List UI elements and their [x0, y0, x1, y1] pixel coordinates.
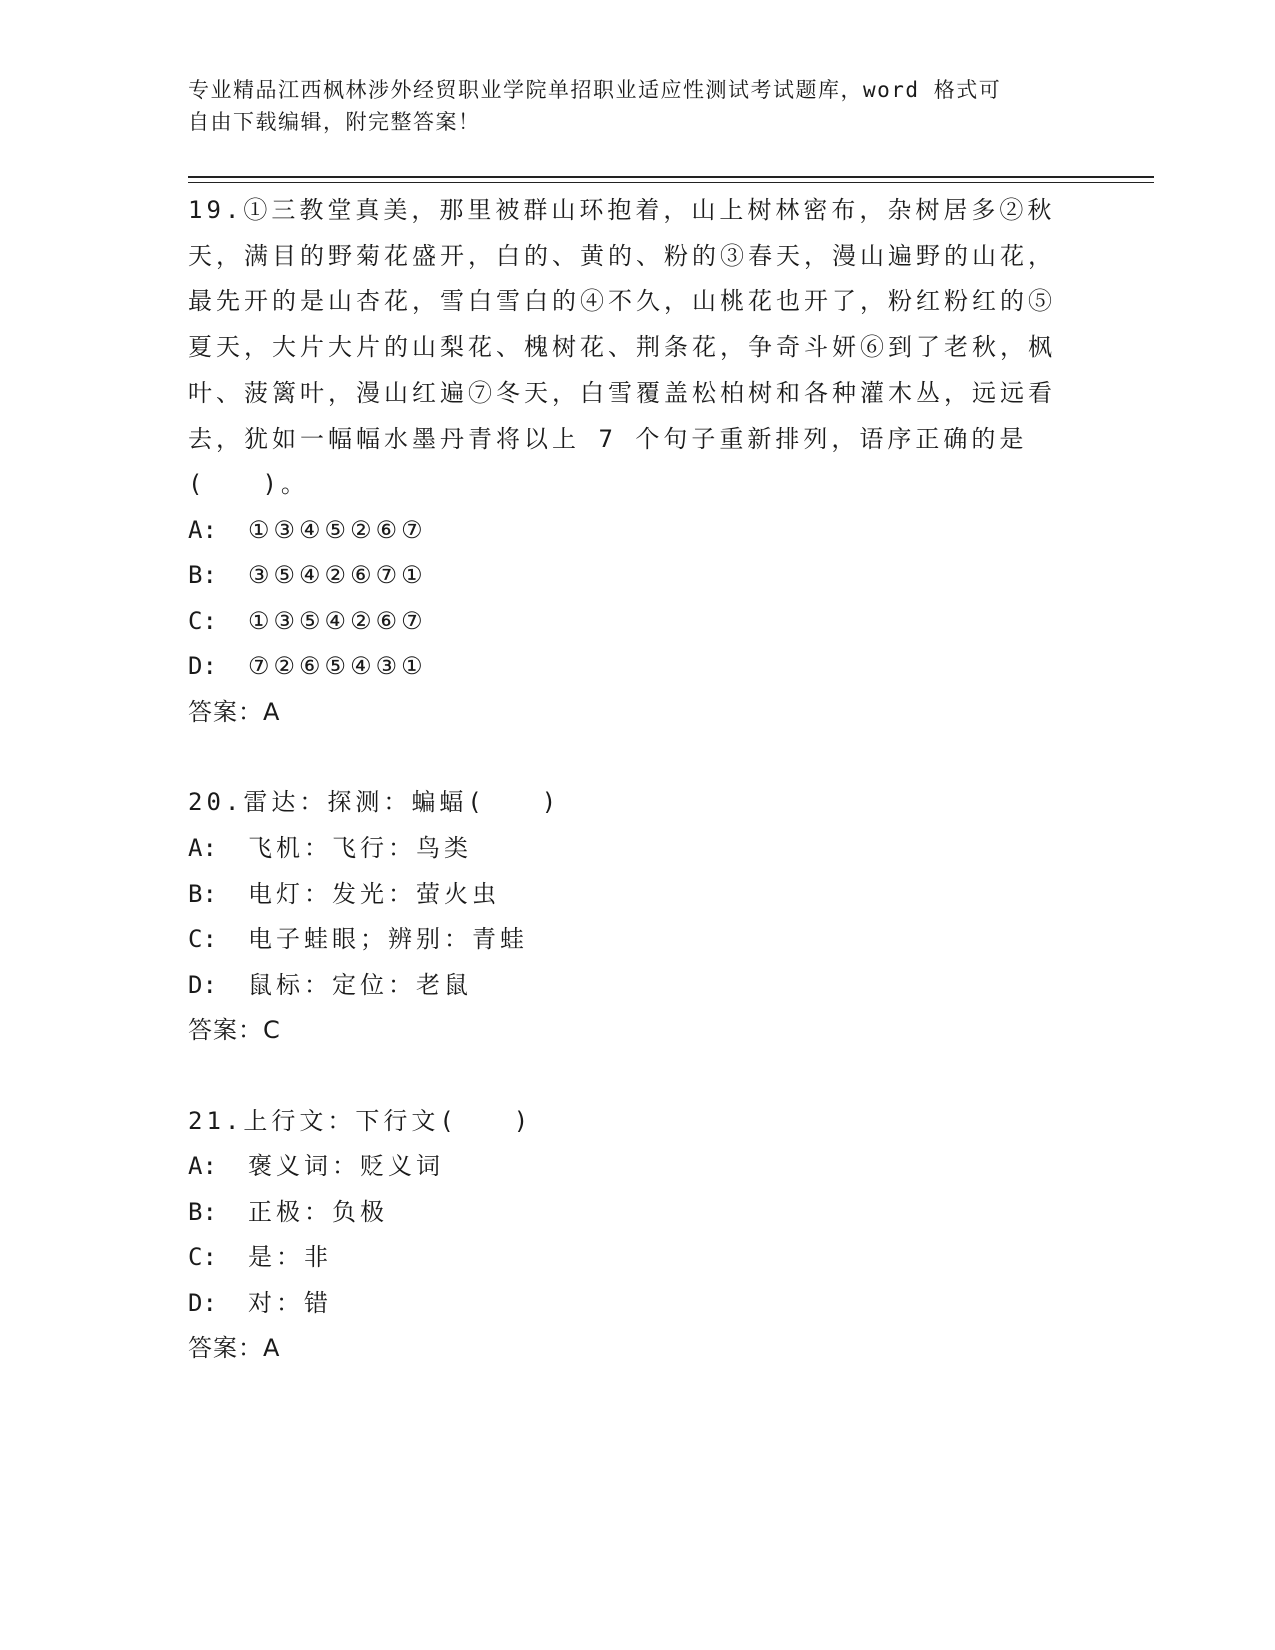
- option-c: [188, 1235, 1088, 1281]
- option-a: [188, 826, 1088, 872]
- question-stem: 20.雷达：探测：蝙蝠( ): [188, 788, 561, 817]
- option-text: 电子蛙眼；辨别：青蛙: [248, 925, 528, 954]
- spacer: [188, 735, 1088, 780]
- option-text: 鼠标：定位：老鼠: [248, 970, 472, 999]
- header-line-2: 自由下载编辑，附完整答案！: [188, 110, 481, 134]
- question-19: [188, 188, 1088, 735]
- option-b: [188, 1190, 1088, 1236]
- page-header: [188, 74, 1068, 138]
- option-key: D:: [188, 1288, 217, 1317]
- option-text: 是：非: [248, 1243, 332, 1272]
- option-c: [188, 599, 1088, 645]
- header-rule-thick: [188, 176, 1154, 178]
- option-key: B:: [188, 561, 217, 590]
- question-21: [188, 1099, 1088, 1372]
- question-list: [188, 188, 1088, 1372]
- answer-line: 答案：A: [188, 697, 281, 726]
- option-key: D:: [188, 652, 217, 681]
- option-text: 对：错: [248, 1288, 332, 1317]
- option-text: ③⑤④②⑥⑦①: [248, 561, 427, 590]
- option-text: ⑦②⑥⑤④③①: [248, 652, 427, 681]
- option-text: ①③④⑤②⑥⑦: [248, 515, 427, 544]
- answer-line: 答案：A: [188, 1334, 281, 1363]
- option-text: ①③⑤④②⑥⑦: [248, 606, 427, 635]
- spacer: [188, 1054, 1088, 1099]
- option-a: [188, 1144, 1088, 1190]
- option-d: [188, 963, 1088, 1009]
- question-stem: 19.①三教堂真美，那里被群山环抱着，山上树林密布，杂树居多②秋天，满目的野菊花盛开，白的、黄的、粉的③春天，漫山遍野的山花，最先开的是山杏花，雪白雪白的④不久，山桃花也开了，粉红粉红的⑤夏天，大片大片的山梨花、槐树花、荆条花，争奇斗妍⑥到了老秋，枫叶、菠篱叶，漫山红遍⑦冬天，白雪覆盖松柏树和各种灌木丛，远远看去，犹如一幅幅水墨丹青将以上 7 个句子重新排列，语序正确的是( )。: [188, 196, 1056, 499]
- option-text: 电灯：发光：萤火虫: [248, 879, 500, 908]
- answer-line: 答案：C: [188, 1016, 281, 1045]
- option-a: [188, 508, 1088, 554]
- question-20: [188, 780, 1088, 1053]
- header-line-1: 专业精品江西枫林涉外经贸职业学院单招职业适应性测试考试题库，word 格式可: [188, 78, 1002, 102]
- option-key: A:: [188, 834, 217, 863]
- option-key: C:: [188, 925, 217, 954]
- option-d: [188, 1281, 1088, 1327]
- option-key: B:: [188, 879, 217, 908]
- option-c: [188, 917, 1088, 963]
- question-stem: 21.上行文：下行文( ): [188, 1106, 533, 1135]
- option-key: A:: [188, 1152, 217, 1181]
- option-key: A:: [188, 515, 217, 544]
- option-key: C:: [188, 1243, 217, 1272]
- option-text: 正极：负极: [248, 1197, 388, 1226]
- option-key: D:: [188, 970, 217, 999]
- option-d: [188, 644, 1088, 690]
- option-key: C:: [188, 606, 217, 635]
- option-text: 飞机：飞行：鸟类: [248, 834, 472, 863]
- option-key: B:: [188, 1197, 217, 1226]
- option-b: [188, 872, 1088, 918]
- header-rule-thin: [188, 182, 1154, 183]
- option-text: 褒义词：贬义词: [248, 1152, 444, 1181]
- option-b: [188, 553, 1088, 599]
